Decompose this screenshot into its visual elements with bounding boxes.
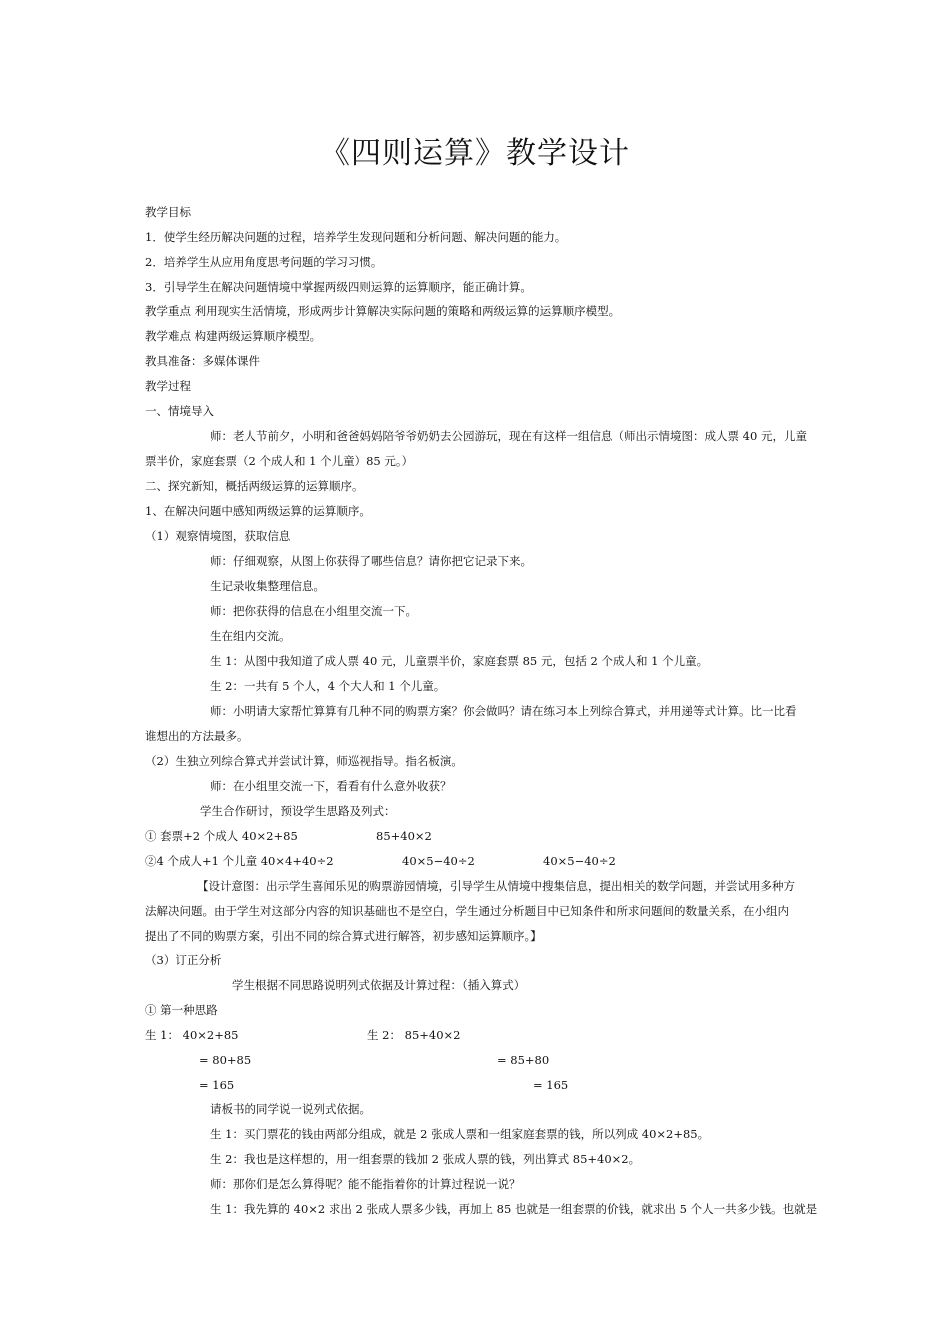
- dialog-line: 生记录收集整理信息。: [210, 579, 325, 593]
- step-2: （2）生独立列综合算式并尝试计算，师巡视指导。指名板演。: [145, 754, 463, 768]
- key-point: 教学重点 利用现实生活情境，形成两步计算解决实际问题的策略和两级运算的运算顺序模型。: [145, 304, 621, 318]
- option-2-alt-1: 40×5−40÷2: [402, 854, 475, 868]
- calc-a-line-1: 生 1： 40×2+85: [145, 1028, 239, 1042]
- section-2-heading: 二、探究新知，概括两级运算的运算顺序。: [145, 479, 364, 493]
- step-1: （1）观察情境图，获取信息: [145, 529, 291, 543]
- design-intent-line-3: 提出了不同的购票方案，引出不同的综合算式进行解答，初步感知运算顺序。】: [145, 929, 542, 943]
- dialog-line: 请板书的同学说一说列式依据。: [210, 1102, 371, 1116]
- dialog-line: 师：仔细观察，从图上你获得了哪些信息？请你把它记录下来。: [210, 554, 532, 568]
- dialog-line: 师：在小组里交流一下，看看有什么意外收获？: [210, 779, 452, 793]
- calc-b-line-2: = 85+80: [497, 1053, 550, 1067]
- document-title: 《四则运算》教学设计: [320, 136, 630, 171]
- dialog-line: 学生合作研讨，预设学生思路及列式：: [200, 804, 396, 818]
- dialog-line: 生在组内交流。: [210, 629, 291, 643]
- tools: 教具准备：多媒体课件: [145, 354, 260, 368]
- dialog-line: 生 1：我先算的 40×2 求出 2 张成人票多少钱，再加上 85 也就是一组套票的价钱，就求出 5 个人一共多少钱。也就是: [210, 1202, 818, 1216]
- goal-1: 1．使学生经历解决问题的过程，培养学生发现问题和分析问题、解决问题的能力。: [145, 230, 567, 244]
- section-2-sub-1: 1、在解决问题中感知两级运算的运算顺序。: [145, 504, 371, 518]
- goal-3: 3．引导学生在解决问题情境中掌握两级四则运算的运算顺序，能正确计算。: [145, 280, 532, 294]
- calc-b-line-3: = 165: [533, 1078, 569, 1092]
- idea-1-heading: ① 第一种思路: [145, 1003, 218, 1017]
- dialog-line: 学生根据不同思路说明列式依据及计算过程：（插入算式）: [232, 978, 526, 992]
- design-intent-line-1: 【设计意图：出示学生喜闻乐见的购票游园情境，引导学生从情境中搜集信息，提出相关的数学问题，并尝试用多种方: [197, 879, 795, 893]
- option-2-alt-2: 40×5−40÷2: [543, 854, 616, 868]
- difficulty: 教学难点 构建两级运算顺序模型。: [145, 329, 322, 343]
- dialog-line: 师：把你获得的信息在小组里交流一下。: [210, 604, 417, 618]
- section-1-para-line-2: 票半价，家庭套票（2 个成人和 1 个儿童）85 元。）: [145, 454, 414, 468]
- section-1-para-line-1: 师：老人节前夕，小明和爸爸妈妈陪爷爷奶奶去公园游玩，现在有这样一组信息（师出示情境图：成人票 40 元，儿童: [210, 429, 807, 443]
- goal-2: 2．培养学生从应用角度思考问题的学习习惯。: [145, 255, 383, 269]
- section-1-heading: 一、情境导入: [145, 404, 214, 418]
- dialog-line: 生 1：从图中我知道了成人票 40 元，儿童票半价，家庭套票 85 元，包括 2 个成人和 1 个儿童。: [210, 654, 709, 668]
- option-1-alt: 85+40×2: [376, 829, 432, 843]
- option-1-label: ① 套票+2 个成人 40×2+85: [145, 829, 298, 843]
- dialog-line: 师：小明请大家帮忙算算有几种不同的购票方案？你会做吗？请在练习本上列综合算式，并用递等式计算。比一比看: [210, 704, 797, 718]
- calc-b-line-1: 生 2： 85+40×2: [367, 1028, 461, 1042]
- dialog-line: 师：那你们是怎么算得呢？能不能指着你的计算过程说一说？: [210, 1177, 521, 1191]
- dialog-line-continued: 谁想出的方法最多。: [145, 729, 249, 743]
- goals-heading: 教学目标: [145, 205, 191, 219]
- dialog-line: 生 2：一共有 5 个人，4 个大人和 1 个儿童。: [210, 679, 446, 693]
- calc-a-line-2: = 80+85: [199, 1053, 252, 1067]
- step-3: （3）订正分析: [145, 953, 222, 967]
- option-2-label: ②4 个成人+1 个儿童 40×4+40÷2: [145, 854, 334, 868]
- dialog-line: 生 2：我也是这样想的，用一组套票的钱加 2 张成人票的钱，列出算式 85+40×2。: [210, 1152, 641, 1166]
- design-intent-line-2: 法解决问题。由于学生对这部分内容的知识基础也不是空白，学生通过分析题目中已知条件和所求问题间的数量关系，在小组内: [145, 904, 789, 918]
- process-heading: 教学过程: [145, 379, 191, 393]
- calc-a-line-3: = 165: [199, 1078, 235, 1092]
- dialog-line: 生 1：买门票花的钱由两部分组成，就是 2 张成人票和一组家庭套票的钱，所以列成 40×2+85。: [210, 1127, 710, 1141]
